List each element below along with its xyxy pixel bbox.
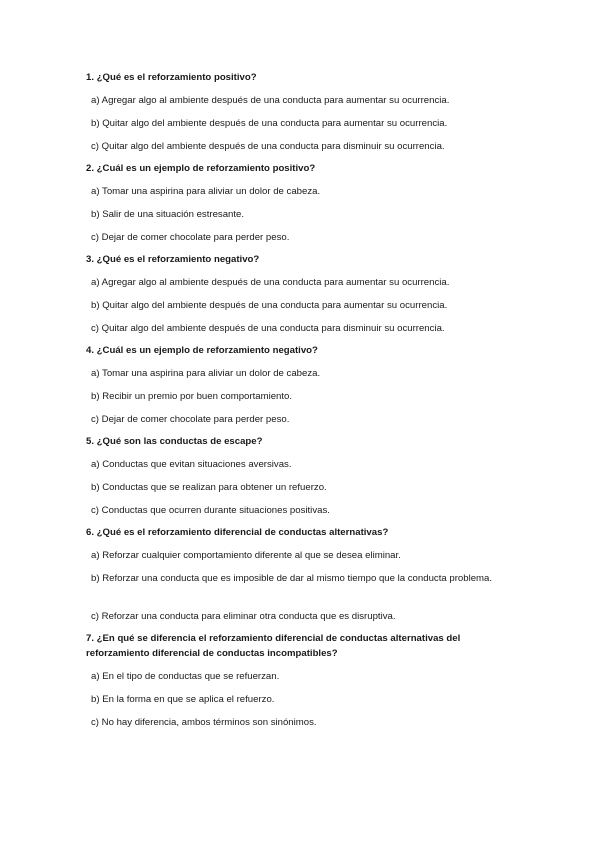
question-6-title: 6. ¿Qué es el reforzamiento diferencial de conductas alternativas?: [86, 527, 389, 538]
question-5-option-a: a) Conductas que evitan situaciones aversivas.: [91, 459, 292, 470]
question-6-option-a: a) Reforzar cualquier comportamiento diferente al que se desea eliminar.: [91, 550, 401, 561]
question-5-option-c: c) Conductas que ocurren durante situaciones positivas.: [91, 505, 330, 516]
question-7-option-a: a) En el tipo de conductas que se refuerzan.: [91, 671, 280, 682]
question-7-option-b: b) En la forma en que se aplica el refuerzo.: [91, 694, 275, 705]
question-3-option-c: c) Quitar algo del ambiente después de una conducta para disminuir su ocurrencia.: [91, 323, 445, 334]
question-2-option-c: c) Dejar de comer chocolate para perder peso.: [91, 232, 290, 243]
question-3-title: 3. ¿Qué es el reforzamiento negativo?: [86, 254, 260, 265]
question-1-option-a: a) Agregar algo al ambiente después de una conducta para aumentar su ocurrencia.: [91, 95, 450, 106]
question-2-option-a: a) Tomar una aspirina para aliviar un dolor de cabeza.: [91, 186, 321, 197]
question-1-option-b: b) Quitar algo del ambiente después de una conducta para aumentar su ocurrencia.: [91, 118, 448, 129]
question-2-title: 2. ¿Cuál es un ejemplo de reforzamiento positivo?: [86, 163, 316, 174]
question-7-option-c: c) No hay diferencia, ambos términos son sinónimos.: [91, 717, 317, 728]
question-3-option-b: b) Quitar algo del ambiente después de una conducta para aumentar su ocurrencia.: [91, 300, 448, 311]
question-6-option-b: b) Reforzar una conducta que es imposible de dar al mismo tiempo que la conducta problema.: [91, 573, 493, 584]
question-5-title: 5. ¿Qué son las conductas de escape?: [86, 436, 263, 447]
question-4-title: 4. ¿Cuál es un ejemplo de reforzamiento negativo?: [86, 345, 318, 356]
question-4-option-b: b) Recibir un premio por buen comportamiento.: [91, 391, 293, 402]
question-5-option-b: b) Conductas que se realizan para obtener un refuerzo.: [91, 482, 327, 493]
question-7-title: 7. ¿En qué se diferencia el reforzamiento diferencial de conductas alternativas del reforzamiento diferencial de conductas incompatibles?: [86, 633, 461, 659]
question-6-option-c: c) Reforzar una conducta para eliminar otra conducta que es disruptiva.: [91, 611, 396, 622]
question-4-option-c: c) Dejar de comer chocolate para perder peso.: [91, 414, 290, 425]
question-4-option-a: a) Tomar una aspirina para aliviar un dolor de cabeza.: [91, 368, 321, 379]
question-1-option-c: c) Quitar algo del ambiente después de una conducta para disminuir su ocurrencia.: [91, 141, 445, 152]
question-3-option-a: a) Agregar algo al ambiente después de una conducta para aumentar su ocurrencia.: [91, 277, 450, 288]
question-2-option-b: b) Salir de una situación estresante.: [91, 209, 245, 220]
question-1-title: 1. ¿Qué es el reforzamiento positivo?: [86, 72, 257, 83]
